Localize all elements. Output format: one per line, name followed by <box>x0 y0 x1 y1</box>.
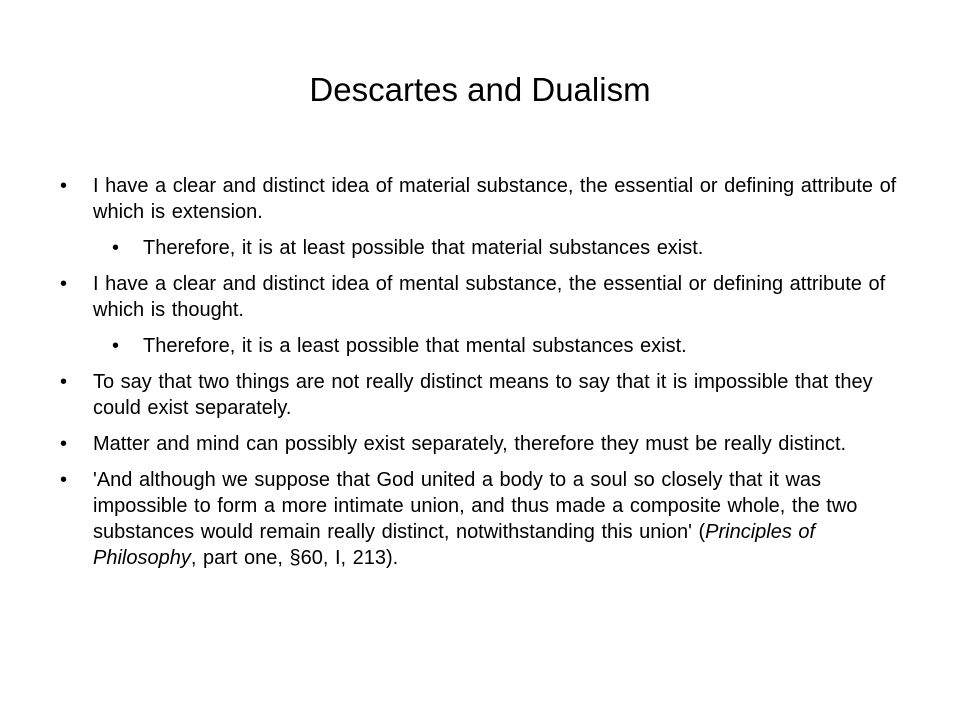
sub-bullet-item-mental-exist <box>60 333 910 359</box>
bullet-item-quotation <box>60 467 910 571</box>
bullet-item-matter-mind <box>60 431 910 457</box>
bullet-text: Therefore, it is a least possible that mental substances exist. <box>143 335 687 357</box>
bullet-icon: • <box>60 371 68 393</box>
quote-body: 'And although we suppose that God united a body to a soul so closely that it was impossible to form a more intimate union, and thus made a composite whole, the two substances would remain really distinct, notwithstanding this union' ( <box>93 469 858 543</box>
bullet-icon: • <box>60 175 68 197</box>
slide-title: Descartes and Dualism <box>309 71 651 108</box>
quotation-text <box>93 467 910 571</box>
sub-bullet-item-material-exist <box>60 235 910 261</box>
bullet-text: Therefore, it is at least possible that material substances exist. <box>143 237 704 259</box>
bullet-item-not-distinct <box>60 369 910 421</box>
bullet-text: To say that two things are not really distinct means to say that it is impossible that they could exist separately. <box>93 371 873 419</box>
bullet-text: I have a clear and distinct idea of material substance, the essential or defining attribute of which is extension. <box>93 175 897 223</box>
bullet-item-material-substance <box>60 173 910 225</box>
bullet-icon: • <box>112 237 120 259</box>
citation-reference: , part one, §60, I, 213). <box>190 547 399 569</box>
bullet-text: I have a clear and distinct idea of mental substance, the essential or defining attribute of which is thought. <box>93 273 886 321</box>
bullet-list <box>60 173 910 581</box>
bullet-icon: • <box>60 469 68 491</box>
citation-title: Principles of Philosophy <box>93 521 816 569</box>
bullet-icon: • <box>60 433 68 455</box>
bullet-icon: • <box>60 273 68 295</box>
bullet-text: Matter and mind can possibly exist separately, therefore they must be really distinct. <box>93 433 847 455</box>
bullet-item-mental-substance <box>60 271 910 323</box>
bullet-icon: • <box>112 335 120 357</box>
